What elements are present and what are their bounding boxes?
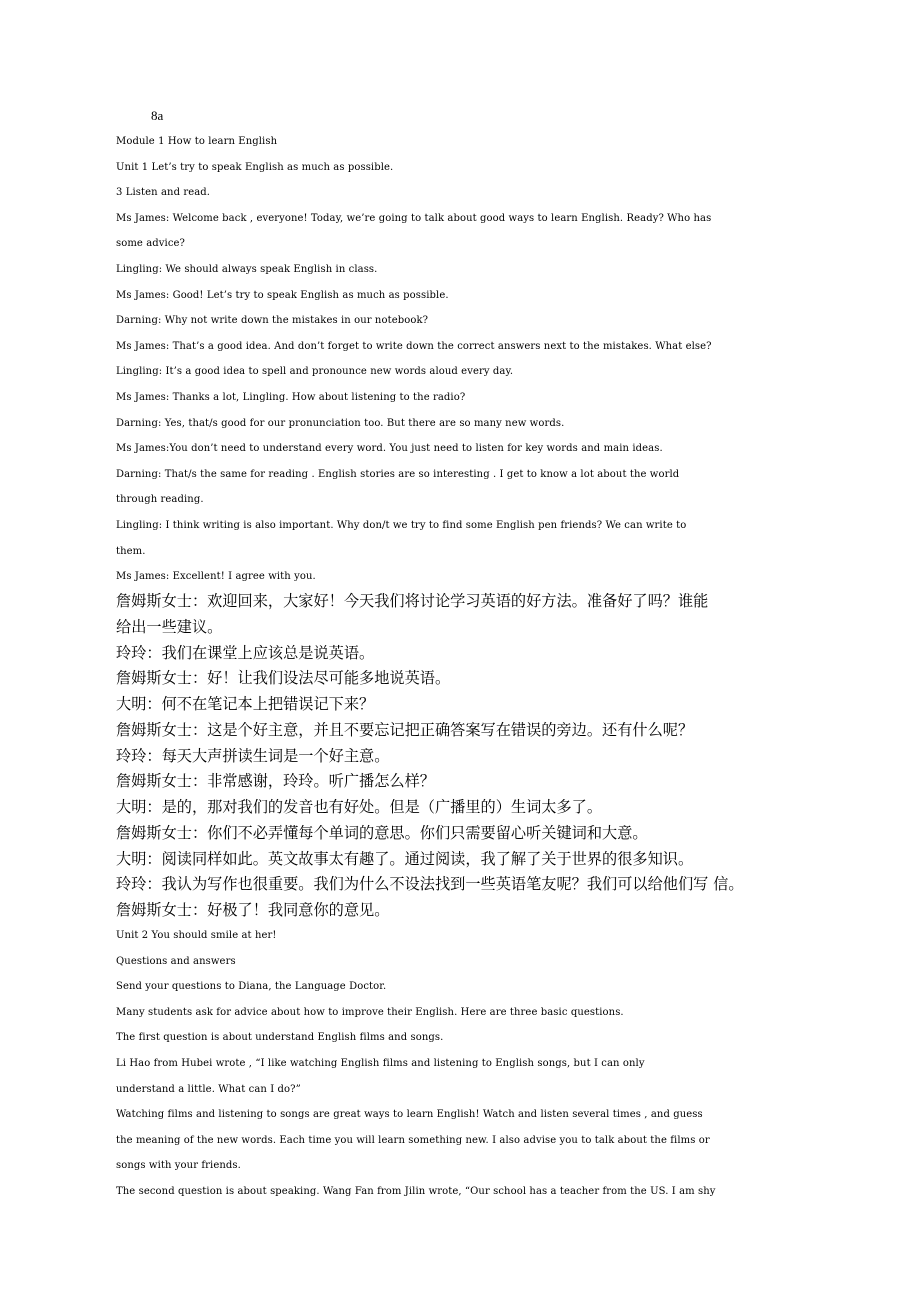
dialogue-line: Ms James: Welcome back , everyone! Today, we’re going to talk about good ways to learn English. Ready? Who has: [116, 212, 712, 224]
english-text-bottom: [116, 923, 806, 1205]
body-line: songs with your friends.: [116, 1160, 241, 1172]
dialogue-line: Darning: That/s the same for reading . English stories are so interesting . I get to know a lot about the world: [116, 468, 680, 480]
translation-line: 詹姆斯女士：好！让我们设法尽可能多地说英语。: [116, 669, 451, 688]
dialogue-line: Lingling: We should always speak English in class.: [116, 263, 378, 275]
dialogue-line: Ms James: Excellent! I agree with you.: [116, 571, 316, 583]
unit-title: Unit 2 You should smile at her!: [116, 930, 277, 941]
dialogue-line: through reading.: [116, 494, 204, 506]
section-title: 3 Listen and read.: [116, 187, 211, 199]
translation-line: 詹姆斯女士：你们不必弄懂每个单词的意思。你们只需要留心听关键词和大意。: [116, 823, 648, 842]
translation-line: 大明：何不在笔记本上把错误记下来？: [116, 695, 375, 713]
dialogue-line: some advice?: [116, 238, 186, 250]
dialogue-line: Ms James: That’s a good idea. And don’t forget to write down the correct answers next to the mistakes. What else?: [116, 340, 712, 352]
body-line: The second question is about speaking. Wang Fan from Jilin wrote, “Our school has a teacher from the US. I am shy: [116, 1185, 716, 1197]
dialogue-line: Lingling: It’s a good idea to spell and pronounce new words aloud every day.: [116, 366, 514, 378]
body-line: the meaning of the new words. Each time you will learn something new. I also advise you to talk about the films or: [116, 1134, 710, 1146]
translation-line: 詹姆斯女士：这是个好主意，并且不要忘记把正确答案写在错误的旁边。还有什么呢？: [116, 720, 694, 739]
translation-line: 詹姆斯女士：欢迎回来，大家好！今天我们将讨论学习英语的好方法。准备好了吗？谁能: [116, 592, 709, 610]
english-text-top: [116, 129, 806, 590]
translation-line: 玲玲：我们在课堂上应该总是说英语。: [116, 643, 375, 662]
body-line: Many students ask for advice about how to improve their English. Here are three basic questions.: [116, 1006, 624, 1018]
body-line: Watching films and listening to songs are great ways to learn English! Watch and listen several times , and guess: [116, 1109, 703, 1121]
section-title: Questions and answers: [116, 955, 236, 967]
dialogue-line: Darning: Yes, that/s good for our pronunciation too. But there are so many new words.: [116, 417, 565, 429]
translation-line: 詹姆斯女士：好极了！我同意你的意见。: [116, 901, 390, 919]
unit-title: Unit 1 Let’s try to speak English as much as possible.: [116, 161, 394, 173]
translation-line: 大明：是的，那对我们的发音也有好处。但是（广播里的）生词太多了。: [116, 798, 602, 816]
body-line: The first question is about understand English films and songs.: [116, 1032, 444, 1044]
translation-line: 玲玲：我认为写作也很重要。我们为什么不设法找到一些英语笔友呢？我们可以给他们写 信。: [116, 875, 744, 894]
translation-line: 詹姆斯女士：非常感谢，玲玲。听广播怎么样？: [116, 772, 435, 791]
translation-line: 大明：阅读同样如此。英文故事太有趣了。通过阅读，我了解了关于世界的很多知识。: [116, 849, 694, 868]
body-line: understand a little. What can I do?”: [116, 1083, 301, 1095]
grade-heading: 8a: [151, 108, 164, 123]
chinese-translation: [116, 589, 806, 924]
dialogue-line: Ms James:You don’t need to understand every word. You just need to listen for key words and main ideas.: [116, 443, 663, 455]
module-title: Module 1 How to learn English: [116, 136, 278, 147]
translation-line: 给出一些建议。: [116, 617, 223, 636]
dialogue-line: Lingling: I think writing is also important. Why don/t we try to find some English pen friends? We can write to: [116, 519, 687, 531]
dialogue-line: them.: [116, 545, 146, 557]
body-line: Li Hao from Hubei wrote , “I like watching English films and listening to English songs, but I can only: [116, 1057, 645, 1069]
dialogue-line: Ms James: Thanks a lot, Lingling. How about listening to the radio?: [116, 391, 466, 403]
dialogue-line: Ms James: Good! Let’s try to speak English as much as possible.: [116, 289, 449, 301]
dialogue-line: Darning: Why not write down the mistakes in our notebook?: [116, 315, 429, 327]
body-line: Send your questions to Diana, the Language Doctor.: [116, 981, 387, 993]
translation-line: 玲玲：每天大声拼读生词是一个好主意。: [116, 746, 390, 765]
